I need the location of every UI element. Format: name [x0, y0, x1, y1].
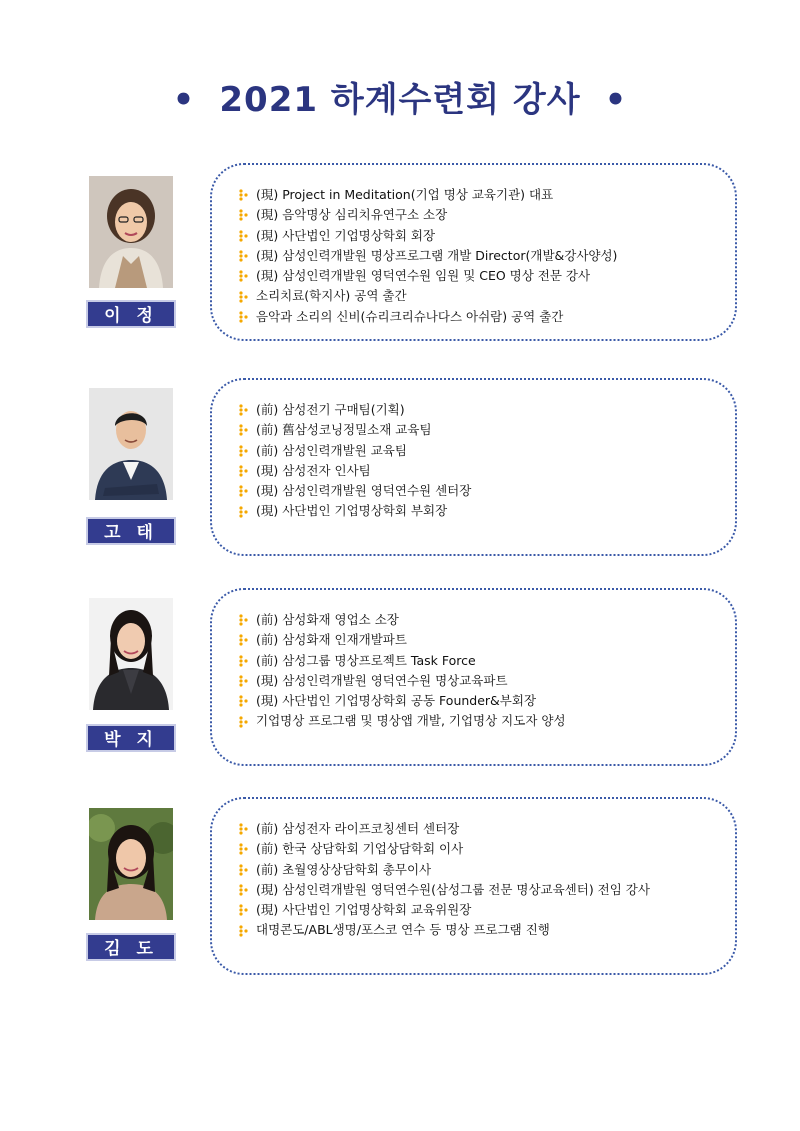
career-item	[239, 461, 735, 481]
speaker-photo	[89, 176, 173, 288]
career-item	[239, 286, 735, 306]
bullet-icon	[239, 465, 249, 477]
bullet-icon	[239, 695, 249, 707]
bullet-icon	[239, 675, 249, 687]
career-item-text: (前) 삼성인력개발원 교육팀	[256, 442, 407, 458]
career-item	[239, 307, 735, 327]
speaker-info-box	[210, 163, 737, 341]
bullet-icon	[239, 209, 249, 221]
career-item	[239, 671, 735, 691]
career-item-text: (前) 삼성전기 구매팀(기획)	[256, 402, 405, 417]
career-item	[239, 420, 735, 440]
speaker-name: 박 지 은	[86, 724, 176, 752]
bullet-icon	[239, 230, 249, 242]
title-dot-right: •	[604, 80, 628, 120]
bullet-icon	[239, 614, 249, 626]
bullet-icon	[239, 404, 249, 416]
speaker-info-box	[210, 378, 737, 556]
speaker-name: 김 도 연	[86, 933, 176, 961]
career-item-text: (現) 삼성인력개발원 영덕연수원 임원 및 CEO 명상 전문 강사	[256, 268, 591, 284]
career-item-text: (現) 삼성전자 인사팀	[256, 462, 371, 478]
bullet-icon	[239, 270, 249, 282]
career-item-text: (前) 삼성전자 라이프코칭센터 센터장	[256, 821, 460, 836]
speaker-photo	[89, 808, 173, 920]
career-item	[239, 900, 735, 920]
career-item-text: (前) 초월영상상담학회 총무이사	[256, 861, 432, 877]
career-item	[239, 481, 735, 501]
bullet-icon	[239, 485, 249, 497]
bullet-icon	[239, 506, 249, 518]
career-item-text: (現) 음악명상 심리치유연구소 소장	[256, 207, 448, 223]
career-item-text: (現) 삼성인력개발원 영덕연수원 센터장	[256, 483, 472, 499]
bullet-icon	[239, 904, 249, 916]
career-item	[239, 630, 735, 650]
bullet-icon	[239, 250, 249, 262]
bullet-icon	[239, 823, 249, 835]
bullet-icon	[239, 311, 249, 323]
career-item-text: (現) 삼성인력개발원 영덕연수원 명상교육파트	[256, 672, 508, 688]
career-item-text: (現) 삼성인력개발원 영덕연수원(삼성그룹 전문 명상교육센터) 전임 강사	[256, 881, 650, 897]
career-item	[239, 711, 735, 731]
bullet-icon	[239, 925, 249, 937]
bullet-icon	[239, 655, 249, 667]
career-item-text: (現) 사단법인 기업명상학회 부회장	[256, 503, 448, 519]
bullet-icon	[239, 884, 249, 896]
bullet-icon	[239, 843, 249, 855]
speaker-info-box	[210, 797, 737, 975]
career-item	[239, 205, 735, 225]
career-item-text: (前) 삼성화재 인재개발파트	[256, 632, 407, 648]
career-item	[239, 400, 735, 420]
career-item	[239, 246, 735, 266]
bullet-icon	[239, 864, 249, 876]
career-item-text: (前) 삼성화재 영업소 소장	[256, 612, 399, 627]
bullet-icon	[239, 424, 249, 436]
career-item-text: (前) 舊삼성코닝정밀소재 교육팀	[256, 422, 432, 438]
career-item-text: (前) 삼성그룹 명상프로젝트 Task Force	[256, 652, 476, 668]
career-item	[239, 266, 735, 286]
career-item	[239, 860, 735, 880]
career-item-text: (現) 사단법인 기업명상학회 회장	[256, 227, 436, 243]
career-item-text: (前) 한국 상담학회 기업상담학회 이사	[256, 841, 464, 857]
career-item-text: 기업명상 프로그램 및 명상앱 개발, 기업명상 지도자 양성	[256, 713, 566, 729]
career-item	[239, 185, 735, 205]
career-item	[239, 920, 735, 940]
career-item	[239, 226, 735, 246]
career-item-text: 대명콘도/ABL생명/포스코 연수 등 명상 프로그램 진행	[256, 922, 550, 938]
title-dot-left: •	[172, 80, 196, 120]
career-item	[239, 441, 735, 461]
page-title	[0, 72, 800, 121]
career-item	[239, 610, 735, 630]
career-item	[239, 819, 735, 839]
career-item-text: 음악과 소리의 신비(슈리크리슈나다스 아쉬람) 공역 출간	[256, 308, 564, 324]
career-item-text: (現) 사단법인 기업명상학회 공동 Founder&부회장	[256, 693, 537, 709]
bullet-icon	[239, 634, 249, 646]
career-item	[239, 691, 735, 711]
career-item-text: (現) Project in Meditation(기업 명상 교육기관) 대표	[256, 187, 554, 202]
career-item	[239, 839, 735, 859]
title-text: 2021 하계수련회 강사	[219, 80, 581, 120]
bullet-icon	[239, 445, 249, 457]
bullet-icon	[239, 189, 249, 201]
speaker-info-box	[210, 588, 737, 766]
career-item-text: (現) 사단법인 기업명상학회 교육위원장	[256, 902, 472, 918]
career-item-text: (現) 삼성인력개발원 명상프로그램 개발 Director(개발&강사양성)	[256, 247, 618, 263]
speaker-photo	[89, 598, 173, 710]
career-item	[239, 501, 735, 521]
bullet-icon	[239, 716, 249, 728]
career-item-text: 소리치료(학지사) 공역 출간	[256, 288, 407, 304]
bullet-icon	[239, 291, 249, 303]
speaker-photo	[89, 388, 173, 500]
career-item	[239, 880, 735, 900]
career-item	[239, 651, 735, 671]
speaker-name: 이 정 은	[86, 300, 176, 328]
speaker-name: 고 태 환	[86, 517, 176, 545]
